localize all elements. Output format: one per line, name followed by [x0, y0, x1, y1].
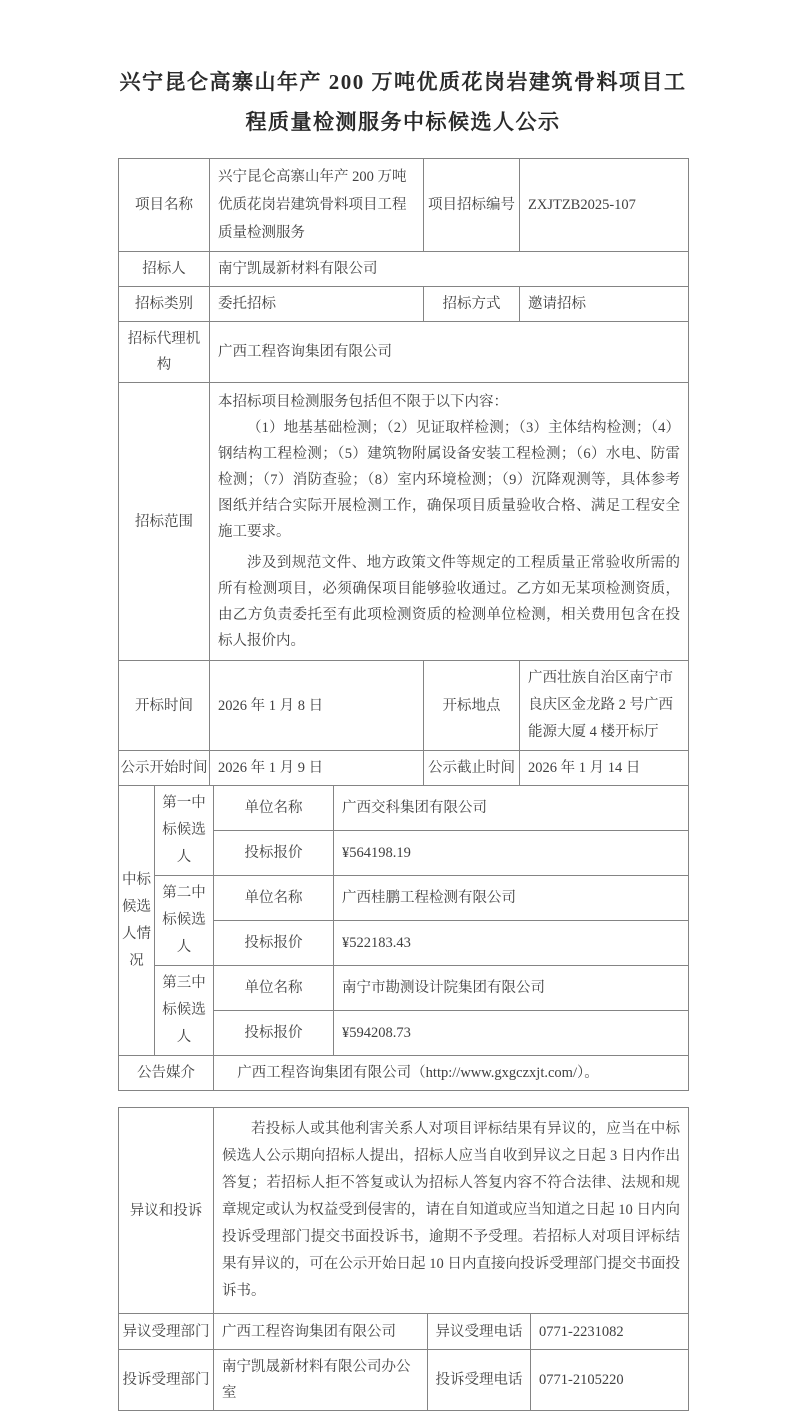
complaint-phone-value: 0771-2105220 — [531, 1350, 689, 1411]
candidate-3-rank-label: 第三中标候选人 — [155, 966, 214, 1056]
scope-paragraph-3: 涉及到规范文件、地方政策文件等规定的工程质量正常验收所需的所有检测项目，必须确保项目能够验收通过。乙方如无某项检测资质，由乙方负责委托至有此项检测资质的检测单位检测，相关费用包含在投标人报价内。 — [218, 555, 680, 649]
unit-name-label: 单位名称 — [214, 876, 334, 921]
objection-paragraph: 若投标人或其他利害关系人对项目评标结果有异议的，应当在中标候选人公示期向招标人提出，招标人应当自收到异议之日起 3 日内作出答复；若招标人拒不答复或认为招标人答复内容不符合法律、法规和规章规定或认为权益受到侵害的，请在自知道或应当知道之日起 10 日内向投诉受理部门提交书面投诉书，逾期不予受理。若招标人对项目评标结果有异议的，可在公示开始日起 10 日内直接向投诉受理部门提交书面投诉书。 — [222, 1121, 681, 1299]
bid-method-label: 招标方式 — [424, 287, 520, 322]
agency-label: 招标代理机构 — [119, 322, 210, 383]
scope-paragraph-2: （1）地基基础检测；（2）见证取样检测；（3）主体结构检测；（4）钢结构工程检测；（5）建筑物附属设备安装工程检测；（6）水电、防雷检测；（7）消防查验；（8）室内环境检测；（9）沉降观测等，具体参考图纸并结合实际开展检测工作，确保项目质量验收合格、满足工程安全施工要求。 — [218, 420, 680, 540]
bid-method-value: 邀请招标 — [520, 287, 689, 322]
complaint-dept-value: 南宁凯晟新材料有限公司办公室 — [214, 1350, 428, 1411]
table-row — [119, 661, 689, 751]
tenderer-label: 招标人 — [119, 252, 210, 287]
publicity-start-value: 2026 年 1 月 9 日 — [210, 751, 424, 786]
objection-dept-label: 异议受理部门 — [119, 1314, 214, 1350]
objection-section-label: 异议和投诉 — [119, 1108, 214, 1314]
scope-value — [210, 383, 689, 661]
complaint-dept-label: 投诉受理部门 — [119, 1350, 214, 1411]
page-title: 兴宁昆仑高寨山年产 200 万吨优质花岗岩建筑骨料项目工程质量检测服务中标候选人公示 — [119, 70, 687, 134]
media-label: 公告媒介 — [119, 1056, 214, 1091]
complaint-phone-label: 投诉受理电话 — [428, 1350, 531, 1411]
bid-category-value: 委托招标 — [210, 287, 424, 322]
bid-number-value: ZXJTZB2025-107 — [520, 159, 689, 252]
media-value: 广西工程咨询集团有限公司（http://www.gxgczxjt.com/）。 — [214, 1056, 689, 1091]
objection-table — [118, 1107, 689, 1411]
agency-value: 广西工程咨询集团有限公司 — [210, 322, 689, 383]
publicity-end-value: 2026 年 1 月 14 日 — [520, 751, 689, 786]
project-name-label: 项目名称 — [119, 159, 210, 252]
bid-price-label: 投标报价 — [214, 921, 334, 966]
bid-price-label: 投标报价 — [214, 1011, 334, 1056]
candidates-table — [118, 785, 689, 1091]
tenderer-value: 南宁凯晟新材料有限公司 — [210, 252, 689, 287]
table-row — [119, 1108, 689, 1314]
table-row — [119, 966, 689, 1011]
opening-time-label: 开标时间 — [119, 661, 210, 751]
bid-category-label: 招标类别 — [119, 287, 210, 322]
table-row — [119, 322, 689, 383]
candidate-1-price-value: ¥564198.19 — [334, 831, 689, 876]
candidate-1-rank-label: 第一中标候选人 — [155, 786, 214, 876]
table-row — [119, 383, 689, 661]
publicity-start-label: 公示开始时间 — [119, 751, 210, 786]
objection-phone-label: 异议受理电话 — [428, 1314, 531, 1350]
candidate-2-price-value: ¥522183.43 — [334, 921, 689, 966]
unit-name-label: 单位名称 — [214, 966, 334, 1011]
table-row — [119, 159, 689, 252]
objection-text — [214, 1108, 689, 1314]
candidates-section-label: 中标候选人情况 — [119, 786, 155, 1056]
opening-time-value: 2026 年 1 月 8 日 — [210, 661, 424, 751]
unit-name-label: 单位名称 — [214, 786, 334, 831]
candidate-1-unit-value: 广西交科集团有限公司 — [334, 786, 689, 831]
publicity-end-label: 公示截止时间 — [424, 751, 520, 786]
scope-paragraph-1: 本招标项目检测服务包括但不限于以下内容： — [218, 394, 508, 410]
table-row — [119, 1056, 689, 1091]
table-row — [119, 287, 689, 322]
candidate-3-price-value: ¥594208.73 — [334, 1011, 689, 1056]
candidate-3-unit-value: 南宁市勘测设计院集团有限公司 — [334, 966, 689, 1011]
candidate-2-unit-value: 广西桂鹏工程检测有限公司 — [334, 876, 689, 921]
bid-price-label: 投标报价 — [214, 831, 334, 876]
opening-place-label: 开标地点 — [424, 661, 520, 751]
table-gap — [118, 1091, 688, 1107]
table-row — [119, 876, 689, 921]
candidate-2-rank-label: 第二中标候选人 — [155, 876, 214, 966]
announcement-document — [118, 62, 688, 1411]
objection-phone-value: 0771-2231082 — [531, 1314, 689, 1350]
table-row — [119, 1350, 689, 1411]
project-name-value: 兴宁昆仑高寨山年产 200 万吨优质花岗岩建筑骨料项目工程质量检测服务 — [210, 159, 424, 252]
table-row — [119, 1314, 689, 1350]
table-row — [119, 751, 689, 786]
table-row — [119, 252, 689, 287]
bid-number-label: 项目招标编号 — [424, 159, 520, 252]
scope-label: 招标范围 — [119, 383, 210, 661]
objection-dept-value: 广西工程咨询集团有限公司 — [214, 1314, 428, 1350]
project-info-table — [118, 158, 689, 786]
opening-place-value: 广西壮族自治区南宁市良庆区金龙路 2 号广西能源大厦 4 楼开标厅 — [520, 661, 689, 751]
table-row — [119, 786, 689, 831]
